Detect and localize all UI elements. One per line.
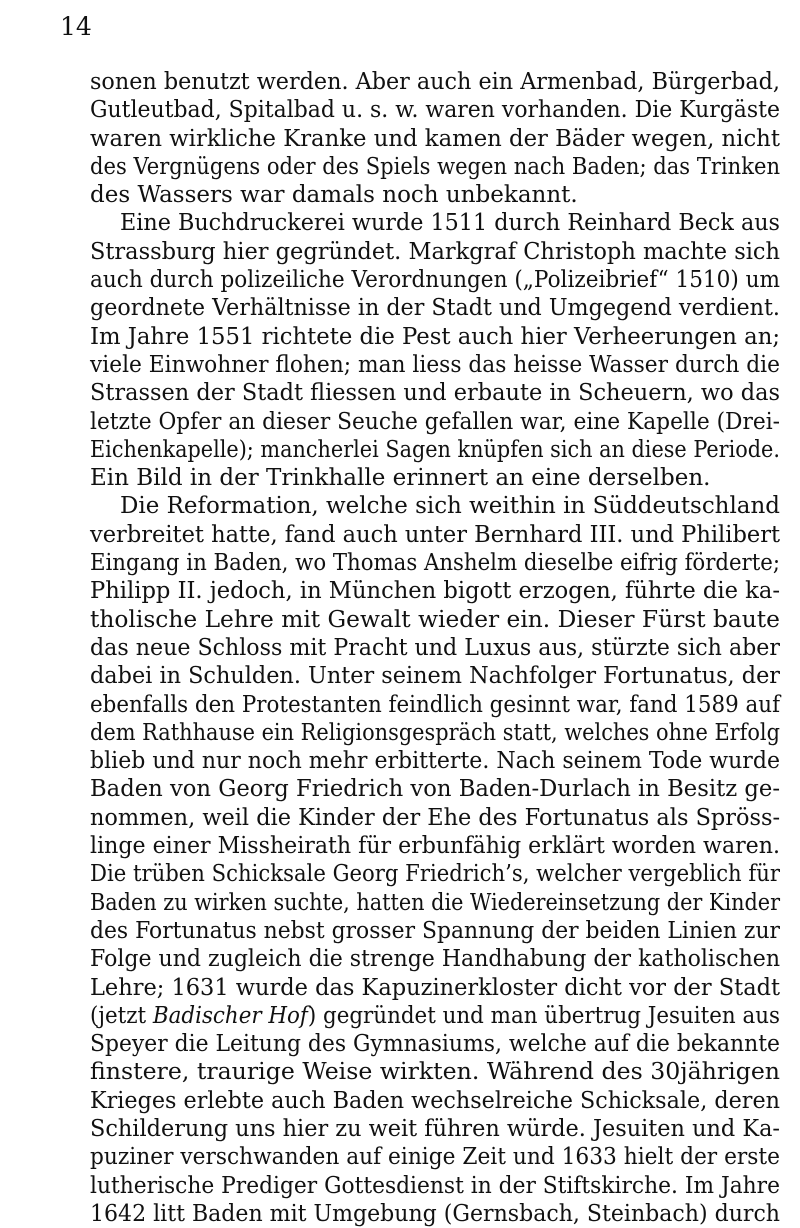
text-line: [90, 606, 780, 634]
text-line: [90, 662, 780, 690]
text-line: [90, 68, 780, 96]
text-line: [90, 181, 780, 209]
text-line-content: auch durch polizeiliche Verordnungen („Polizeibrief“ 1510) um: [90, 267, 781, 294]
text-line: [90, 408, 780, 436]
text-line-content: blieb und nur noch mehr erbitterte. Nach seinem Tode wurde: [90, 748, 780, 775]
text-line-content: 1642 litt Baden mit Umgebung (Gernsbach, Steinbach) durch: [90, 1200, 780, 1227]
text-line-content: geordnete Verhältnisse in der Stadt und Umgegend verdient.: [90, 295, 780, 322]
text-line-content: Strassen der Stadt fliessen und erbaute in Scheuern, wo das: [90, 380, 781, 407]
text-line-content: sonen benutzt werden. Aber auch ein Armenbad, Bürgerbad,: [90, 69, 780, 95]
text-line-content: lutherische Prediger Gottesdienst in der Stiftskirche. Im Jahre: [90, 1172, 780, 1199]
text-line-content: des Vergnügens oder des Spiels wegen nach Baden; das Trinken: [90, 153, 781, 180]
text-line: [90, 974, 780, 1002]
text-line-content: finstere, traurige Weise wirkten. Während des 30jährigen: [90, 1059, 781, 1086]
page-number: 14: [60, 12, 92, 41]
text-line: [90, 209, 780, 237]
text-line-content: Ein Bild in der Trinkhalle erinnert an eine derselben.: [90, 465, 711, 492]
text-line: [90, 521, 780, 549]
text-line-content: Folge und zugleich die strenge Handhabung der katholischen: [90, 946, 781, 973]
text-line-content: [90, 1002, 780, 1030]
text-line: [90, 1200, 780, 1228]
text-line-content: Baden zu wirken suchte, hatten die Wiedereinsetzung der Kinder: [90, 889, 781, 916]
text-line-content: Lehre; 1631 wurde das Kapuzinerkloster dicht vor der Stadt: [90, 974, 781, 1001]
text-line: [90, 917, 780, 945]
text-line: [90, 747, 780, 775]
text-line-content: Baden von Georg Friedrich von Baden-Durlach in Besitz ge-: [90, 776, 781, 803]
text-line-content: waren wirkliche Kranke und kamen der Bäder wegen, nicht: [90, 125, 780, 152]
text-line-content: das neue Schloss mit Pracht und Luxus aus, stürzte sich aber: [90, 634, 780, 661]
text-line-content: Eingang in Baden, wo Thomas Anshelm dieselbe eifrig förderte;: [90, 550, 780, 577]
text-line-content: ebenfalls den Protestanten feindlich gesinnt war, fand 1589 auf: [90, 691, 780, 718]
text-line: [90, 1087, 780, 1115]
text-line-content: nommen, weil die Kinder der Ehe des Fortunatus als Spröss-: [90, 804, 781, 831]
text-line: [90, 1172, 780, 1200]
text-line: [90, 294, 780, 322]
text-line: [90, 323, 780, 351]
body-text: [90, 68, 780, 1228]
text-line-content: dabei in Schulden. Unter seinem Nachfolger Fortunatus, der: [90, 663, 781, 690]
text-line-content: Strassburg hier gegründet. Markgraf Christoph machte sich: [90, 238, 781, 265]
text-line-content: des Wassers war damals noch unbekannt.: [90, 182, 578, 209]
text-line: [90, 96, 780, 124]
text-line-content: Philipp II. jedoch, in München bigott erzogen, führte die ka-: [90, 578, 780, 605]
text-line: [90, 577, 780, 605]
text-line: [90, 379, 780, 407]
text-line-content: Eine Buchdruckerei wurde 1511 durch Reinhard Beck aus: [120, 210, 780, 237]
text-line-content: Die Reformation, welche sich weithin in Süddeutschland: [120, 493, 780, 520]
text-line: [90, 125, 780, 153]
text-line-content: verbreitet hatte, fand auch unter Bernhard III. und Philibert: [90, 521, 781, 548]
text-line-content: dem Rathhause ein Religionsgespräch statt, welches ohne Erfolg: [90, 719, 780, 746]
text-segment: (jetzt: [90, 1002, 153, 1029]
text-line: [90, 719, 780, 747]
text-line: [90, 1002, 780, 1030]
text-line: [90, 549, 780, 577]
text-line: [90, 1030, 780, 1058]
text-line: [90, 1058, 780, 1086]
text-line: [90, 832, 780, 860]
text-line: [90, 1115, 780, 1143]
text-line-content: puziner verschwanden auf einige Zeit und 1633 hielt der erste: [90, 1144, 781, 1171]
text-line-content: Gutleutbad, Spitalbad u. s. w. waren vorhanden. Die Kurgäste: [90, 97, 781, 124]
text-line: [90, 351, 780, 379]
text-line: [90, 1143, 780, 1171]
text-line-content: Eichenkapelle); mancherlei Sagen knüpfen sich an diese Periode.: [90, 436, 780, 463]
text-line-content: tholische Lehre mit Gewalt wieder ein. Dieser Fürst baute: [90, 606, 780, 633]
text-line-content: Die trüben Schicksale Georg Friedrich’s, welcher vergeblich für: [90, 861, 780, 888]
text-line-content: viele Einwohner flohen; man liess das heisse Wasser durch die: [90, 351, 780, 378]
text-line: [90, 464, 780, 492]
italic-segment: Badischer Hof: [152, 1002, 308, 1029]
text-line: [90, 860, 780, 888]
text-line: [90, 266, 780, 294]
text-line-content: Im Jahre 1551 richtete die Pest auch hier Verheerungen an;: [90, 323, 781, 350]
text-line: [90, 889, 780, 917]
text-line-content: Krieges erlebte auch Baden wechselreiche Schicksale, deren: [90, 1087, 780, 1114]
text-line: [90, 775, 780, 803]
text-line: [90, 634, 780, 662]
text-line-content: linge einer Missheirath für erbunfähig erklärt worden waren.: [90, 833, 781, 860]
text-line: [90, 492, 780, 520]
text-line: [90, 691, 780, 719]
text-line: [90, 804, 780, 832]
text-line-content: letzte Opfer an dieser Seuche gefallen war, eine Kapelle (Drei-: [90, 408, 780, 435]
text-line: [90, 238, 780, 266]
text-line-content: des Fortunatus nebst grosser Spannung der beiden Linien zur: [90, 917, 780, 944]
text-line: [90, 436, 780, 464]
text-line-content: Speyer die Leitung des Gymnasiums, welche auf die bekannte: [90, 1031, 780, 1058]
text-line: [90, 153, 780, 181]
text-line: [90, 945, 780, 973]
text-line-content: Schilderung uns hier zu weit führen würde. Jesuiten und Ka-: [90, 1115, 781, 1142]
text-segment: ) gegründet und man übertrug Jesuiten aus: [307, 1002, 780, 1029]
